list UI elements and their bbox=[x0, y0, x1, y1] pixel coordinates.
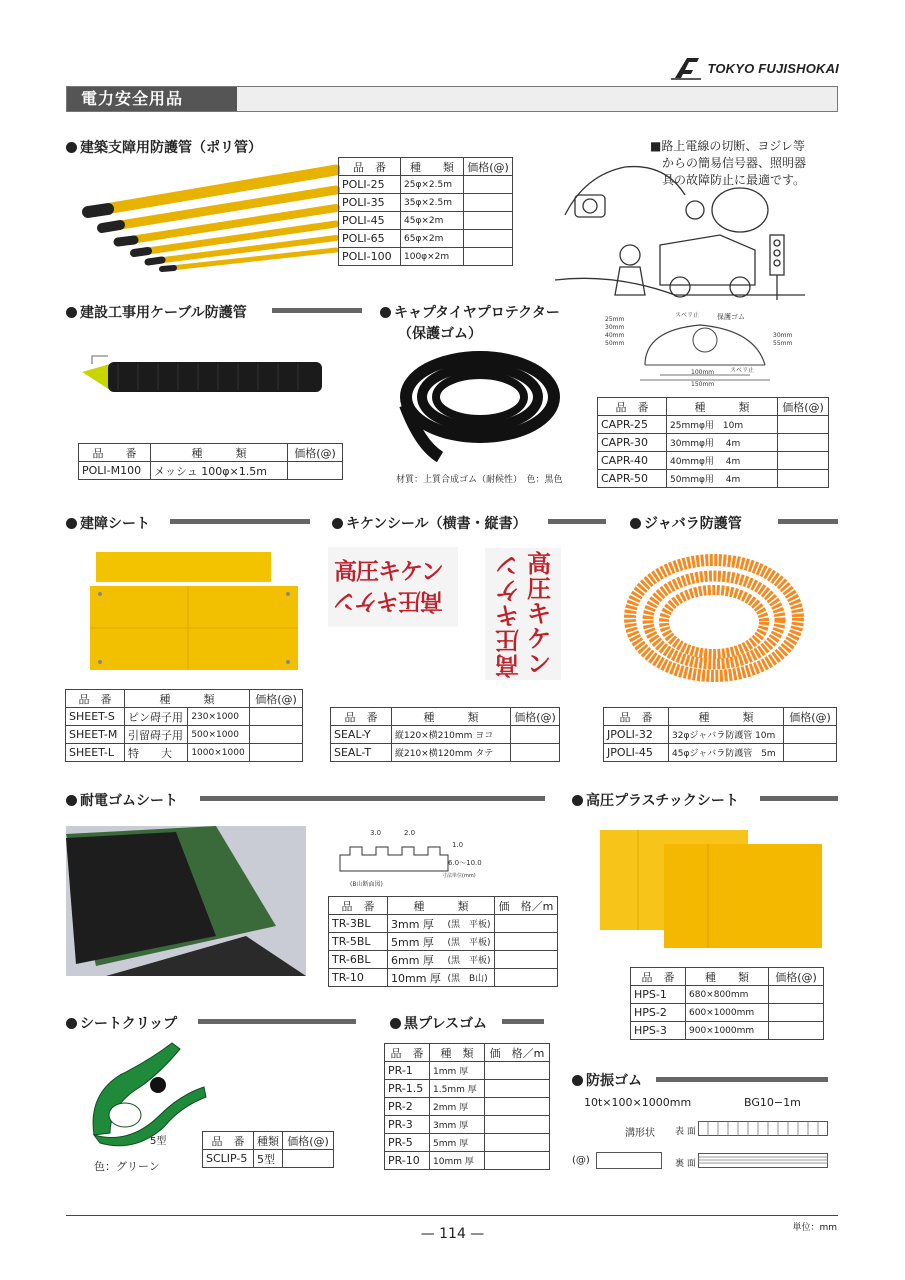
cell-type: 35φ×2.5m bbox=[401, 194, 464, 212]
header-type: 種 類 bbox=[669, 708, 784, 726]
header-price: 価格(@) bbox=[250, 690, 303, 708]
diagram-label: 100mm bbox=[691, 369, 715, 376]
section-rule bbox=[198, 1019, 356, 1024]
table-header bbox=[604, 708, 837, 726]
table-row bbox=[598, 434, 829, 452]
section-title-cable: 建設工事用ケーブル防護管 bbox=[66, 302, 247, 322]
cell-type: 65φ×2m bbox=[401, 230, 464, 248]
table-row bbox=[339, 230, 513, 248]
cell-type: 45φ×2m bbox=[401, 212, 464, 230]
table-header bbox=[203, 1132, 334, 1150]
seal-text: 高圧キケン bbox=[527, 550, 551, 678]
note-line: 具の故障防止に最適です。 bbox=[662, 173, 806, 187]
vib-back-label: 裏 面 bbox=[675, 1159, 696, 1169]
header-type: 種 類 bbox=[388, 897, 495, 915]
diagram-label: スベリ止 bbox=[675, 312, 700, 319]
bullet-icon bbox=[572, 1075, 583, 1086]
note-line: からの簡易信号器、照明器 bbox=[662, 156, 807, 170]
bullet-icon bbox=[332, 518, 343, 529]
table-row bbox=[66, 708, 303, 726]
header-code: 品 番 bbox=[66, 690, 125, 708]
cap-table bbox=[597, 397, 829, 488]
header-type: 種 類 bbox=[686, 968, 769, 986]
cell-code: TR-10 bbox=[329, 969, 388, 987]
cell-code: TR-5BL bbox=[329, 933, 388, 951]
bullet-icon bbox=[66, 795, 77, 806]
section-rule bbox=[200, 796, 545, 801]
table-row bbox=[329, 915, 558, 933]
cell-type: 3mm 厚 bbox=[430, 1116, 485, 1134]
section-rule bbox=[778, 519, 838, 524]
cell-price bbox=[495, 933, 558, 951]
cell-code: CAPR-25 bbox=[598, 416, 667, 434]
cell-price bbox=[283, 1150, 334, 1168]
header-code: 品 番 bbox=[331, 708, 392, 726]
cell-price bbox=[511, 744, 560, 762]
table-header bbox=[339, 158, 513, 176]
table-row bbox=[385, 1080, 550, 1098]
cell-type: 40mmφ用 4m bbox=[667, 452, 778, 470]
cell-type: 5型 bbox=[254, 1150, 283, 1168]
section-title-cap: キャプタイヤプロテクター bbox=[380, 302, 560, 322]
cell-code: PR-5 bbox=[385, 1134, 430, 1152]
table-row bbox=[339, 212, 513, 230]
cell-type: ピン碍子用 bbox=[125, 708, 188, 726]
cell-price bbox=[784, 726, 837, 744]
header-code: 品 番 bbox=[203, 1132, 254, 1150]
table-row bbox=[598, 452, 829, 470]
cell-price bbox=[288, 462, 343, 480]
cell-price bbox=[464, 212, 513, 230]
table-row bbox=[631, 986, 824, 1004]
cell-price bbox=[464, 248, 513, 266]
cap-cross-section-diagram bbox=[605, 310, 800, 390]
cell-type: 45φジャバラ防護管 5m bbox=[669, 744, 784, 762]
cell-type: 25mmφ用 10m bbox=[667, 416, 778, 434]
section-rule bbox=[760, 796, 838, 801]
cell-type: 引留碍子用 bbox=[125, 726, 188, 744]
section-rule bbox=[548, 519, 606, 524]
cell-price bbox=[769, 986, 824, 1004]
table-row bbox=[329, 969, 558, 987]
table-header bbox=[631, 968, 824, 986]
vib-front-pattern bbox=[698, 1121, 828, 1136]
brand-logo bbox=[671, 56, 839, 80]
diagram-label: 2.0 bbox=[404, 829, 416, 837]
table-row bbox=[331, 744, 560, 762]
cell-code: TR-3BL bbox=[329, 915, 388, 933]
fujishokai-logo-icon bbox=[671, 56, 701, 80]
header-code: 品 番 bbox=[385, 1044, 430, 1062]
header-type: 種 類 bbox=[392, 708, 511, 726]
table-row bbox=[598, 416, 829, 434]
header-code: 品 番 bbox=[329, 897, 388, 915]
diagram-label: 55mm bbox=[773, 340, 793, 347]
cell-price bbox=[769, 1004, 824, 1022]
header-type: 種類 bbox=[254, 1132, 283, 1150]
header-price: 価格(@) bbox=[288, 444, 343, 462]
cell-type: 30mmφ用 4m bbox=[667, 434, 778, 452]
category-title: 電力安全用品 bbox=[67, 87, 237, 111]
section-title-sheet: 建障シート bbox=[66, 513, 150, 533]
table-row bbox=[385, 1098, 550, 1116]
bullet-icon bbox=[66, 1018, 77, 1029]
header-type: 種 類 bbox=[151, 444, 288, 462]
cell-size: 1000×1000 bbox=[188, 744, 250, 762]
cell-code: SHEET-L bbox=[66, 744, 125, 762]
cell-color: (黒 平板) bbox=[444, 951, 494, 969]
cell-code: CAPR-30 bbox=[598, 434, 667, 452]
cell-price bbox=[464, 194, 513, 212]
section-title-plastic: 高圧プラスチックシート bbox=[572, 790, 739, 810]
header-price: 価格(@) bbox=[784, 708, 837, 726]
seal-text-rotated: 高圧キケン bbox=[495, 551, 519, 679]
seal-vertical bbox=[485, 548, 561, 680]
category-bar bbox=[66, 86, 838, 112]
table-row bbox=[339, 248, 513, 266]
bullet-icon bbox=[66, 307, 77, 318]
unit-note: 単位：mm bbox=[792, 1223, 837, 1233]
brand-name: TOKYO FUJISHOKAI bbox=[707, 60, 839, 76]
cell-type: 680×800mm bbox=[686, 986, 769, 1004]
cell-code: PR-2 bbox=[385, 1098, 430, 1116]
cell-color: (黒 B山) bbox=[444, 969, 494, 987]
diagram-label: 30mm bbox=[605, 324, 625, 331]
section-title-press: 黒プレスゴム bbox=[390, 1013, 487, 1033]
cell-price bbox=[485, 1116, 550, 1134]
cell-code: PR-1 bbox=[385, 1062, 430, 1080]
vib-code: BG10−1m bbox=[744, 1096, 801, 1109]
header-type: 種 類 bbox=[401, 158, 464, 176]
cell-type: 1mm 厚 bbox=[430, 1062, 485, 1080]
vib-price-box bbox=[596, 1152, 662, 1169]
cell-color: (黒 平板) bbox=[444, 933, 494, 951]
section-subtitle-cap: （保護ゴム） bbox=[398, 326, 482, 342]
header-price: 価格(@) bbox=[464, 158, 513, 176]
cell-type: 6mm 厚 bbox=[388, 951, 445, 969]
table-row bbox=[385, 1134, 550, 1152]
cell-type: 10mm 厚 bbox=[388, 969, 445, 987]
table-header bbox=[329, 897, 558, 915]
rubber-table bbox=[328, 896, 558, 987]
table-header bbox=[331, 708, 560, 726]
cell-code: POLI-45 bbox=[339, 212, 401, 230]
diagram-label: 1.0 bbox=[452, 841, 464, 849]
section-rule bbox=[272, 308, 362, 313]
table-header bbox=[385, 1044, 550, 1062]
vib-back-pattern bbox=[698, 1153, 828, 1168]
cell-code: JPOLI-32 bbox=[604, 726, 669, 744]
table-row bbox=[79, 462, 343, 480]
section-title-clip: シートクリップ bbox=[66, 1013, 177, 1033]
cell-code: CAPR-40 bbox=[598, 452, 667, 470]
cell-type: 縦120×横210mm ヨコ bbox=[392, 726, 511, 744]
cell-type: 600×1000mm bbox=[686, 1004, 769, 1022]
cell-type: 5mm 厚 bbox=[430, 1134, 485, 1152]
diagram-label: 150mm bbox=[691, 381, 715, 388]
cell-price bbox=[485, 1134, 550, 1152]
jabara-coil-photo bbox=[622, 548, 807, 690]
cell-code: HPS-3 bbox=[631, 1022, 686, 1040]
cell-type: 50mmφ用 4m bbox=[667, 470, 778, 488]
cap-protector-photo bbox=[395, 345, 565, 465]
clip-table bbox=[202, 1131, 334, 1168]
cell-price bbox=[778, 416, 829, 434]
bullet-icon bbox=[390, 1018, 401, 1029]
cell-code: PR-10 bbox=[385, 1152, 430, 1170]
header-code: 品 番 bbox=[598, 398, 667, 416]
table-row bbox=[598, 470, 829, 488]
cell-code: SEAL-T bbox=[331, 744, 392, 762]
press-table bbox=[384, 1043, 550, 1170]
cell-code: SCLIP-5 bbox=[203, 1150, 254, 1168]
diagram-label: 25mm bbox=[605, 316, 625, 323]
header-price: 価格(@) bbox=[778, 398, 829, 416]
table-row bbox=[385, 1062, 550, 1080]
diagram-label: 保護ゴム bbox=[717, 313, 745, 321]
diagram-label: 30mm bbox=[773, 332, 793, 339]
poli-pipes-photo bbox=[78, 160, 340, 272]
diagram-label: 40mm bbox=[605, 332, 625, 339]
header-type: 種 類 bbox=[125, 690, 250, 708]
cell-price bbox=[495, 951, 558, 969]
cell-price bbox=[250, 744, 303, 762]
cell-code: HPS-1 bbox=[631, 986, 686, 1004]
cell-price bbox=[485, 1098, 550, 1116]
cell-type: 特 大 bbox=[125, 744, 188, 762]
cell-code: POLI-100 bbox=[339, 248, 401, 266]
header-price: 価 格／m bbox=[495, 897, 558, 915]
diagram-label: 寸法単位(mm) bbox=[442, 873, 476, 879]
table-header bbox=[598, 398, 829, 416]
table-row bbox=[631, 1022, 824, 1040]
cable-table bbox=[78, 443, 343, 480]
bullet-icon bbox=[380, 307, 391, 318]
cell-type: 縦210×横120mm タテ bbox=[392, 744, 511, 762]
cell-code: PR-3 bbox=[385, 1116, 430, 1134]
seal-text: 高圧キケン bbox=[334, 559, 443, 585]
cell-code: SEAL-Y bbox=[331, 726, 392, 744]
cell-size: 230×1000 bbox=[188, 708, 250, 726]
table-row bbox=[604, 726, 837, 744]
table-header bbox=[79, 444, 343, 462]
bullet-icon bbox=[66, 518, 77, 529]
rubber-sheet-photo bbox=[66, 826, 306, 976]
plastic-sheet-photo bbox=[598, 826, 826, 951]
rubber-profile-diagram bbox=[330, 825, 490, 890]
clip-color: 色：グリーン bbox=[94, 1160, 160, 1173]
cell-price bbox=[778, 452, 829, 470]
table-row bbox=[604, 744, 837, 762]
cell-price bbox=[250, 726, 303, 744]
note-line: ■路上電線の切断、ヨジレ等 bbox=[650, 139, 806, 153]
header-code: 品 番 bbox=[79, 444, 151, 462]
cell-code: POLI-65 bbox=[339, 230, 401, 248]
cell-price bbox=[495, 969, 558, 987]
seal-text-rotated: 高圧キケン bbox=[334, 588, 443, 614]
section-title-jabara: ジャバラ防護管 bbox=[630, 513, 742, 533]
cell-price bbox=[250, 708, 303, 726]
cell-price bbox=[511, 726, 560, 744]
cell-code: SHEET-M bbox=[66, 726, 125, 744]
table-row bbox=[385, 1152, 550, 1170]
table-header bbox=[66, 690, 303, 708]
cable-protector-photo bbox=[78, 350, 328, 398]
seal-table bbox=[330, 707, 560, 762]
bullet-icon bbox=[572, 795, 583, 806]
seal-horizontal bbox=[328, 547, 458, 627]
diagram-label: 3.0 bbox=[370, 829, 382, 837]
table-row bbox=[339, 176, 513, 194]
header-type: 種 類 bbox=[667, 398, 778, 416]
header-price: 価 格／m bbox=[485, 1044, 550, 1062]
sheet-clip-photo bbox=[80, 1035, 210, 1147]
table-row bbox=[385, 1116, 550, 1134]
header-type: 種 類 bbox=[430, 1044, 485, 1062]
cell-price bbox=[485, 1062, 550, 1080]
diagram-label: 50mm bbox=[605, 340, 625, 347]
section-title-seal: キケンシール（横書・縦書） bbox=[332, 513, 527, 533]
cell-size: 500×1000 bbox=[188, 726, 250, 744]
cell-price bbox=[769, 1022, 824, 1040]
cell-price bbox=[778, 470, 829, 488]
table-row bbox=[331, 726, 560, 744]
header-code: 品 番 bbox=[604, 708, 669, 726]
cell-price bbox=[495, 915, 558, 933]
diagram-label: 6.0〜10.0 bbox=[448, 859, 482, 867]
jabara-table bbox=[603, 707, 837, 762]
header-price: 価格(@) bbox=[511, 708, 560, 726]
header-price: 価格(@) bbox=[283, 1132, 334, 1150]
cell-type: 900×1000mm bbox=[686, 1022, 769, 1040]
cell-type: 100φ×2m bbox=[401, 248, 464, 266]
cell-code: POLI-25 bbox=[339, 176, 401, 194]
vib-front-label: 表 面 bbox=[675, 1127, 696, 1137]
sheet-table bbox=[65, 689, 303, 762]
cell-code: TR-6BL bbox=[329, 951, 388, 969]
cell-price bbox=[778, 434, 829, 452]
clip-model: 5型 bbox=[150, 1136, 167, 1147]
cell-price bbox=[464, 176, 513, 194]
diagram-label: (B山断面図) bbox=[350, 881, 383, 888]
poli-table bbox=[338, 157, 513, 266]
section-rule bbox=[170, 519, 310, 524]
section-title-rubber: 耐電ゴムシート bbox=[66, 790, 178, 810]
cell-color: (黒 平板) bbox=[444, 915, 494, 933]
cell-price bbox=[485, 1152, 550, 1170]
cell-code: JPOLI-45 bbox=[604, 744, 669, 762]
cell-code: CAPR-50 bbox=[598, 470, 667, 488]
cell-code: POLI-M100 bbox=[79, 462, 151, 480]
table-row bbox=[631, 1004, 824, 1022]
cell-code: PR-1.5 bbox=[385, 1080, 430, 1098]
sheet-photo bbox=[88, 550, 303, 675]
cell-type: 32φジャバラ防護管 10m bbox=[669, 726, 784, 744]
bullet-icon bbox=[66, 142, 77, 153]
cell-type: 10mm 厚 bbox=[430, 1152, 485, 1170]
cell-price bbox=[784, 744, 837, 762]
vib-price-label: (@) bbox=[572, 1155, 590, 1166]
section-title-vib: 防振ゴム bbox=[572, 1070, 642, 1090]
cell-type: 25φ×2.5m bbox=[401, 176, 464, 194]
header-code: 品 番 bbox=[339, 158, 401, 176]
header-price: 価格(@) bbox=[769, 968, 824, 986]
table-row bbox=[203, 1150, 334, 1168]
table-row bbox=[339, 194, 513, 212]
cap-material-note: 材質：上質合成ゴム（耐候性） 色：黒色 bbox=[396, 475, 563, 485]
cell-type: 5mm 厚 bbox=[388, 933, 445, 951]
footer-divider bbox=[66, 1215, 838, 1216]
header-code: 品 番 bbox=[631, 968, 686, 986]
cell-code: HPS-2 bbox=[631, 1004, 686, 1022]
cell-price bbox=[464, 230, 513, 248]
bullet-icon bbox=[630, 518, 641, 529]
table-row bbox=[329, 933, 558, 951]
section-rule bbox=[656, 1077, 828, 1082]
diagram-label: スベリ止 bbox=[730, 367, 755, 374]
cell-price bbox=[485, 1080, 550, 1098]
vib-groove-label: 溝形状 bbox=[625, 1128, 655, 1139]
cell-type: 2mm 厚 bbox=[430, 1098, 485, 1116]
table-row bbox=[329, 951, 558, 969]
cell-code: POLI-35 bbox=[339, 194, 401, 212]
table-row bbox=[66, 744, 303, 762]
section-title-poli: 建築支障用防護管（ポリ管） bbox=[66, 137, 262, 157]
cell-code: SHEET-S bbox=[66, 708, 125, 726]
cell-type: 1.5mm 厚 bbox=[430, 1080, 485, 1098]
cell-type: 3mm 厚 bbox=[388, 915, 445, 933]
construction-illustration bbox=[555, 155, 805, 305]
vib-size: 10t×100×1000mm bbox=[584, 1096, 692, 1109]
section-rule bbox=[502, 1019, 544, 1024]
table-row bbox=[66, 726, 303, 744]
cell-type: メッシュ 100φ×1.5m bbox=[151, 462, 288, 480]
plastic-table bbox=[630, 967, 824, 1040]
page-number: — 114 — bbox=[420, 1226, 485, 1242]
